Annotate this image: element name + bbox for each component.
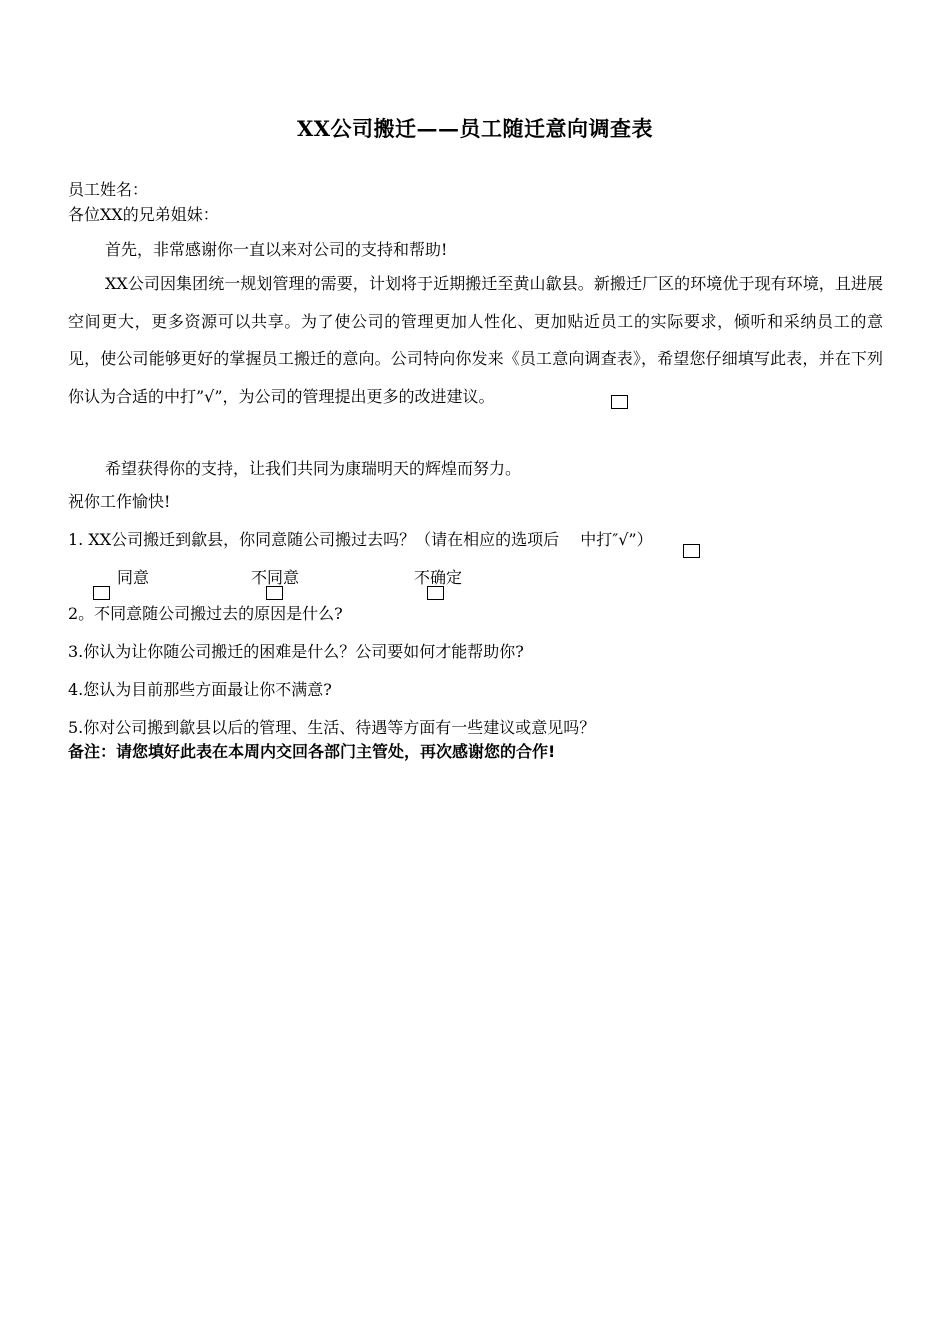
question-4: 4.您认为目前那些方面最让你不满意?	[68, 680, 332, 699]
body-paragraph: XX公司因集团统一规划管理的需要，计划将于近期搬迁至黄山歙县。新搬迁厂区的环境优于现有环境，且进展空间更大，更多资源可以共享。为了使公司的管理更加人性化、更加贴近员工的实际要求，倾听和采纳员工的意见，使公司能够更好的掌握员工搬迁的意向。公司特向你发来《员工意向调查表》，希望您仔细填写此表，并在下列你认为合适的中打”√”，为公司的管理提出更多的改进建议。	[68, 274, 883, 406]
option-agree-checkbox[interactable]	[93, 586, 110, 600]
option-agree-label: 同意	[117, 568, 150, 587]
option-unsure-checkbox[interactable]	[427, 586, 444, 600]
hope-line: 希望获得你的支持，让我们共同为康瑞明天的辉煌而努力。	[105, 459, 522, 478]
option-unsure-label: 不确定	[414, 568, 463, 587]
footer-note: 备注：请您填好此表在本周内交回各部门主管处，再次感谢您的合作!	[68, 742, 556, 761]
greeting: 各位XX的兄弟姐妹：	[68, 205, 219, 224]
question-3: 3.你认为让你随公司搬迁的困难是什么？公司要如何才能帮助你?	[68, 642, 524, 661]
question-1: 1. XX公司搬迁到歙县，你同意随公司搬过去吗？（请在相应的选项后 中打″√”）	[68, 530, 653, 549]
wish-line: 祝你工作愉快!	[68, 492, 171, 511]
employee-name-label: 员工姓名：	[68, 180, 149, 199]
option-disagree-label: 不同意	[251, 568, 300, 587]
question-5: 5.你对公司搬到歙县以后的管理、生活、待遇等方面有一些建议或意见吗？	[68, 718, 596, 737]
question-2: 2。不同意随公司搬过去的原因是什么?	[68, 604, 343, 623]
inline-checkbox	[611, 395, 628, 409]
document-title: XX公司搬迁——员工随迁意向调查表	[296, 116, 654, 141]
thanks-line: 首先，非常感谢你一直以来对公司的支持和帮助!	[105, 240, 448, 259]
q1-inline-checkbox	[683, 544, 700, 558]
option-disagree-checkbox[interactable]	[266, 586, 283, 600]
